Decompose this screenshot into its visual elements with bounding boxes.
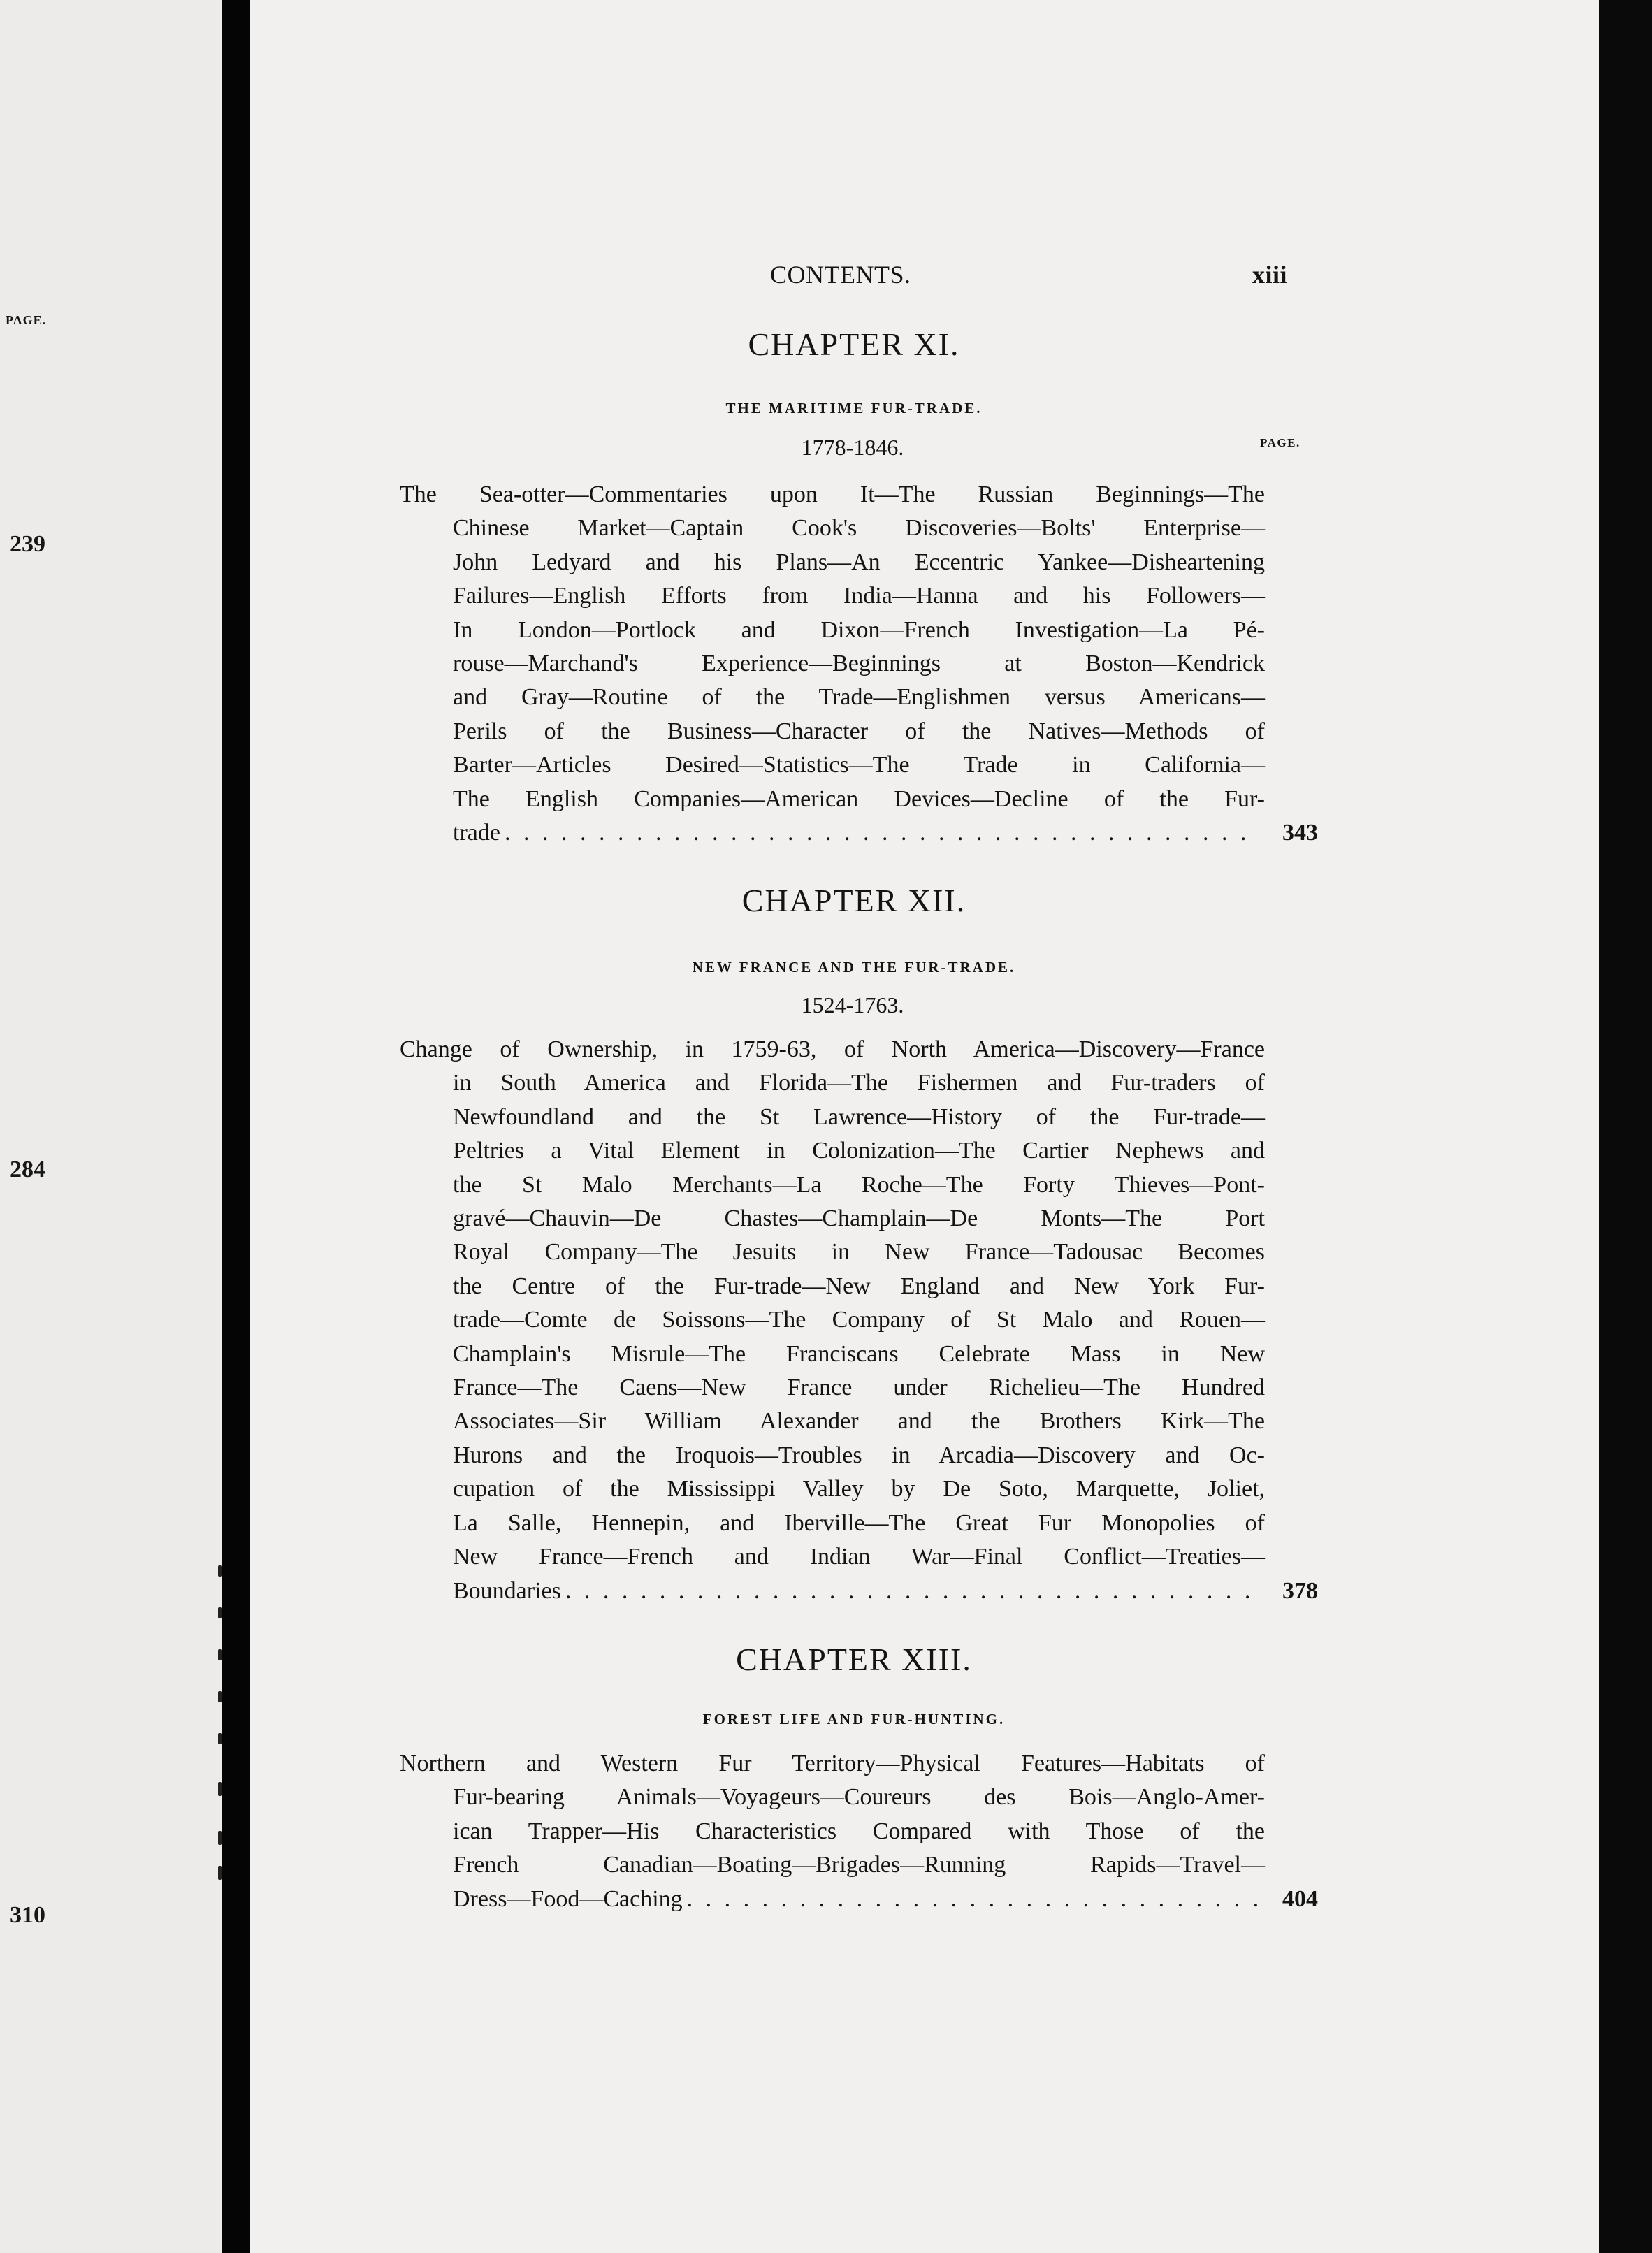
left-page-fragment [0, 0, 222, 2253]
chapter-years: 1778-1846. [801, 435, 904, 460]
running-header-page-number: xiii [1252, 261, 1288, 289]
margin-speck [218, 1782, 222, 1796]
summary-line: Fur-bearing Animals—Voyageurs—Coureurs des Bois—Anglo-Amer- [453, 1784, 1265, 1811]
left-page-number: 239 [10, 531, 45, 557]
summary-line: the St Malo Merchants—La Roche—The Forty Thieves—Pont- [453, 1171, 1265, 1198]
summary-line: Change of Ownership, in 1759-63, of North America—Discovery—France [400, 1036, 1265, 1062]
summary-line: In London—Portlock and Dixon—French Investigation—La Pé- [453, 616, 1265, 643]
summary-line: the Centre of the Fur-trade—New England and New York Fur- [453, 1273, 1265, 1299]
left-page-number: 284 [10, 1157, 45, 1182]
summary-line: Boundaries [453, 1577, 561, 1604]
summary-line: Barter—Articles Desired—Statistics—The Trade in California— [453, 752, 1265, 778]
summary-line: Hurons and the Iroquois—Troubles in Arcadia—Discovery and Oc- [453, 1442, 1265, 1468]
page-number: 343 [1282, 820, 1318, 846]
summary-line: rouse—Marchand's Experience—Beginnings at Boston—Kendrick [453, 651, 1265, 677]
summary-line: The English Companies—American Devices—Decline of the Fur- [453, 785, 1265, 812]
left-page-number: 310 [10, 1902, 45, 1928]
summary-line: New France—French and Indian War—Final Conflict—Treaties— [453, 1544, 1265, 1570]
margin-speck [218, 1691, 222, 1702]
summary-line: Royal Company—The Jesuits in New France—Tadousac Becomes [453, 1239, 1265, 1266]
chapter-summary [400, 1747, 1318, 1916]
summary-line: Dress—Food—Caching [453, 1885, 683, 1912]
summary-line: cupation of the Mississippi Valley by De Soto, Marquette, Joliet, [453, 1476, 1265, 1502]
chapter-summary [400, 1033, 1318, 1608]
summary-line: Perils of the Business—Character of the Natives—Methods of [453, 718, 1265, 744]
margin-speck [218, 1831, 222, 1845]
summary-line: French Canadian—Boating—Brigades—Running Rapids—Travel— [453, 1852, 1265, 1878]
chapter-subject: NEW FRANCE AND THE FUR-TRADE. [692, 959, 1016, 976]
page-gutter [222, 0, 250, 2253]
summary-line: in South America and Florida—The Fishermen and Fur-traders of [453, 1070, 1265, 1096]
summary-line: The Sea-otter—Commentaries upon It—The Russian Beginnings—The [400, 481, 1265, 507]
margin-speck [218, 1733, 222, 1744]
dot-leader [505, 816, 1261, 850]
summary-line: gravé—Chauvin—De Chastes—Champlain—De Monts—The Port [453, 1205, 1265, 1232]
dot-leader [565, 1574, 1261, 1608]
summary-line: Champlain's Misrule—The Franciscans Celebrate Mass in New [453, 1340, 1265, 1367]
summary-line: La Salle, Hennepin, and Iberville—The Great Fur Monopolies of [453, 1509, 1265, 1536]
summary-last-line [453, 1883, 1318, 1916]
running-header-title: CONTENTS. [770, 261, 911, 289]
margin-speck [218, 1866, 222, 1880]
summary-line: Newfoundland and the St Lawrence—History of the Fur-trade— [453, 1103, 1265, 1130]
chapter-heading: CHAPTER XI. [748, 326, 960, 362]
dot-leader [687, 1883, 1261, 1916]
summary-line: John Ledyard and his Plans—An Eccentric Yankee—Disheartening [453, 549, 1265, 575]
chapter-subject: THE MARITIME FUR-TRADE. [725, 400, 983, 416]
left-page-label: PAGE. [6, 313, 47, 327]
chapter-heading: CHAPTER XII. [741, 883, 966, 918]
margin-speck [218, 1649, 222, 1660]
summary-line: Failures—English Efforts from India—Hanna and his Followers— [453, 583, 1265, 609]
summary-line: Peltries a Vital Element in Colonization—The Cartier Nephews and [453, 1138, 1265, 1164]
summary-line: trade [453, 820, 500, 846]
page-number: 404 [1282, 1885, 1318, 1912]
scan-edge [1599, 0, 1652, 2253]
summary-last-line [453, 1574, 1318, 1608]
chapter-subject: FOREST LIFE AND FUR-HUNTING. [702, 1711, 1006, 1727]
page-number: 378 [1282, 1577, 1318, 1604]
summary-last-line [453, 816, 1318, 850]
chapter-summary [400, 478, 1318, 850]
margin-speck [218, 1607, 222, 1618]
summary-line: Northern and Western Fur Territory—Physical Features—Habitats of [400, 1751, 1265, 1776]
summary-line: Chinese Market—Captain Cook's Discoveries—Bolts' Enterprise— [453, 515, 1265, 542]
summary-line: trade—Comte de Soissons—The Company of St Malo and Rouen— [453, 1307, 1265, 1333]
chapter-heading: CHAPTER XIII. [736, 1642, 972, 1677]
summary-line: ican Trapper—His Characteristics Compared with Those of the [453, 1818, 1265, 1844]
margin-speck [218, 1565, 222, 1577]
summary-line: Associates—Sir William Alexander and the Brothers Kirk—The [453, 1408, 1265, 1435]
page-column-label: PAGE. [1260, 436, 1300, 449]
summary-line: and Gray—Routine of the Trade—Englishmen versus Americans— [453, 684, 1265, 711]
summary-line: France—The Caens—New France under Richelieu—The Hundred [453, 1375, 1265, 1401]
chapter-years: 1524-1763. [801, 992, 904, 1017]
